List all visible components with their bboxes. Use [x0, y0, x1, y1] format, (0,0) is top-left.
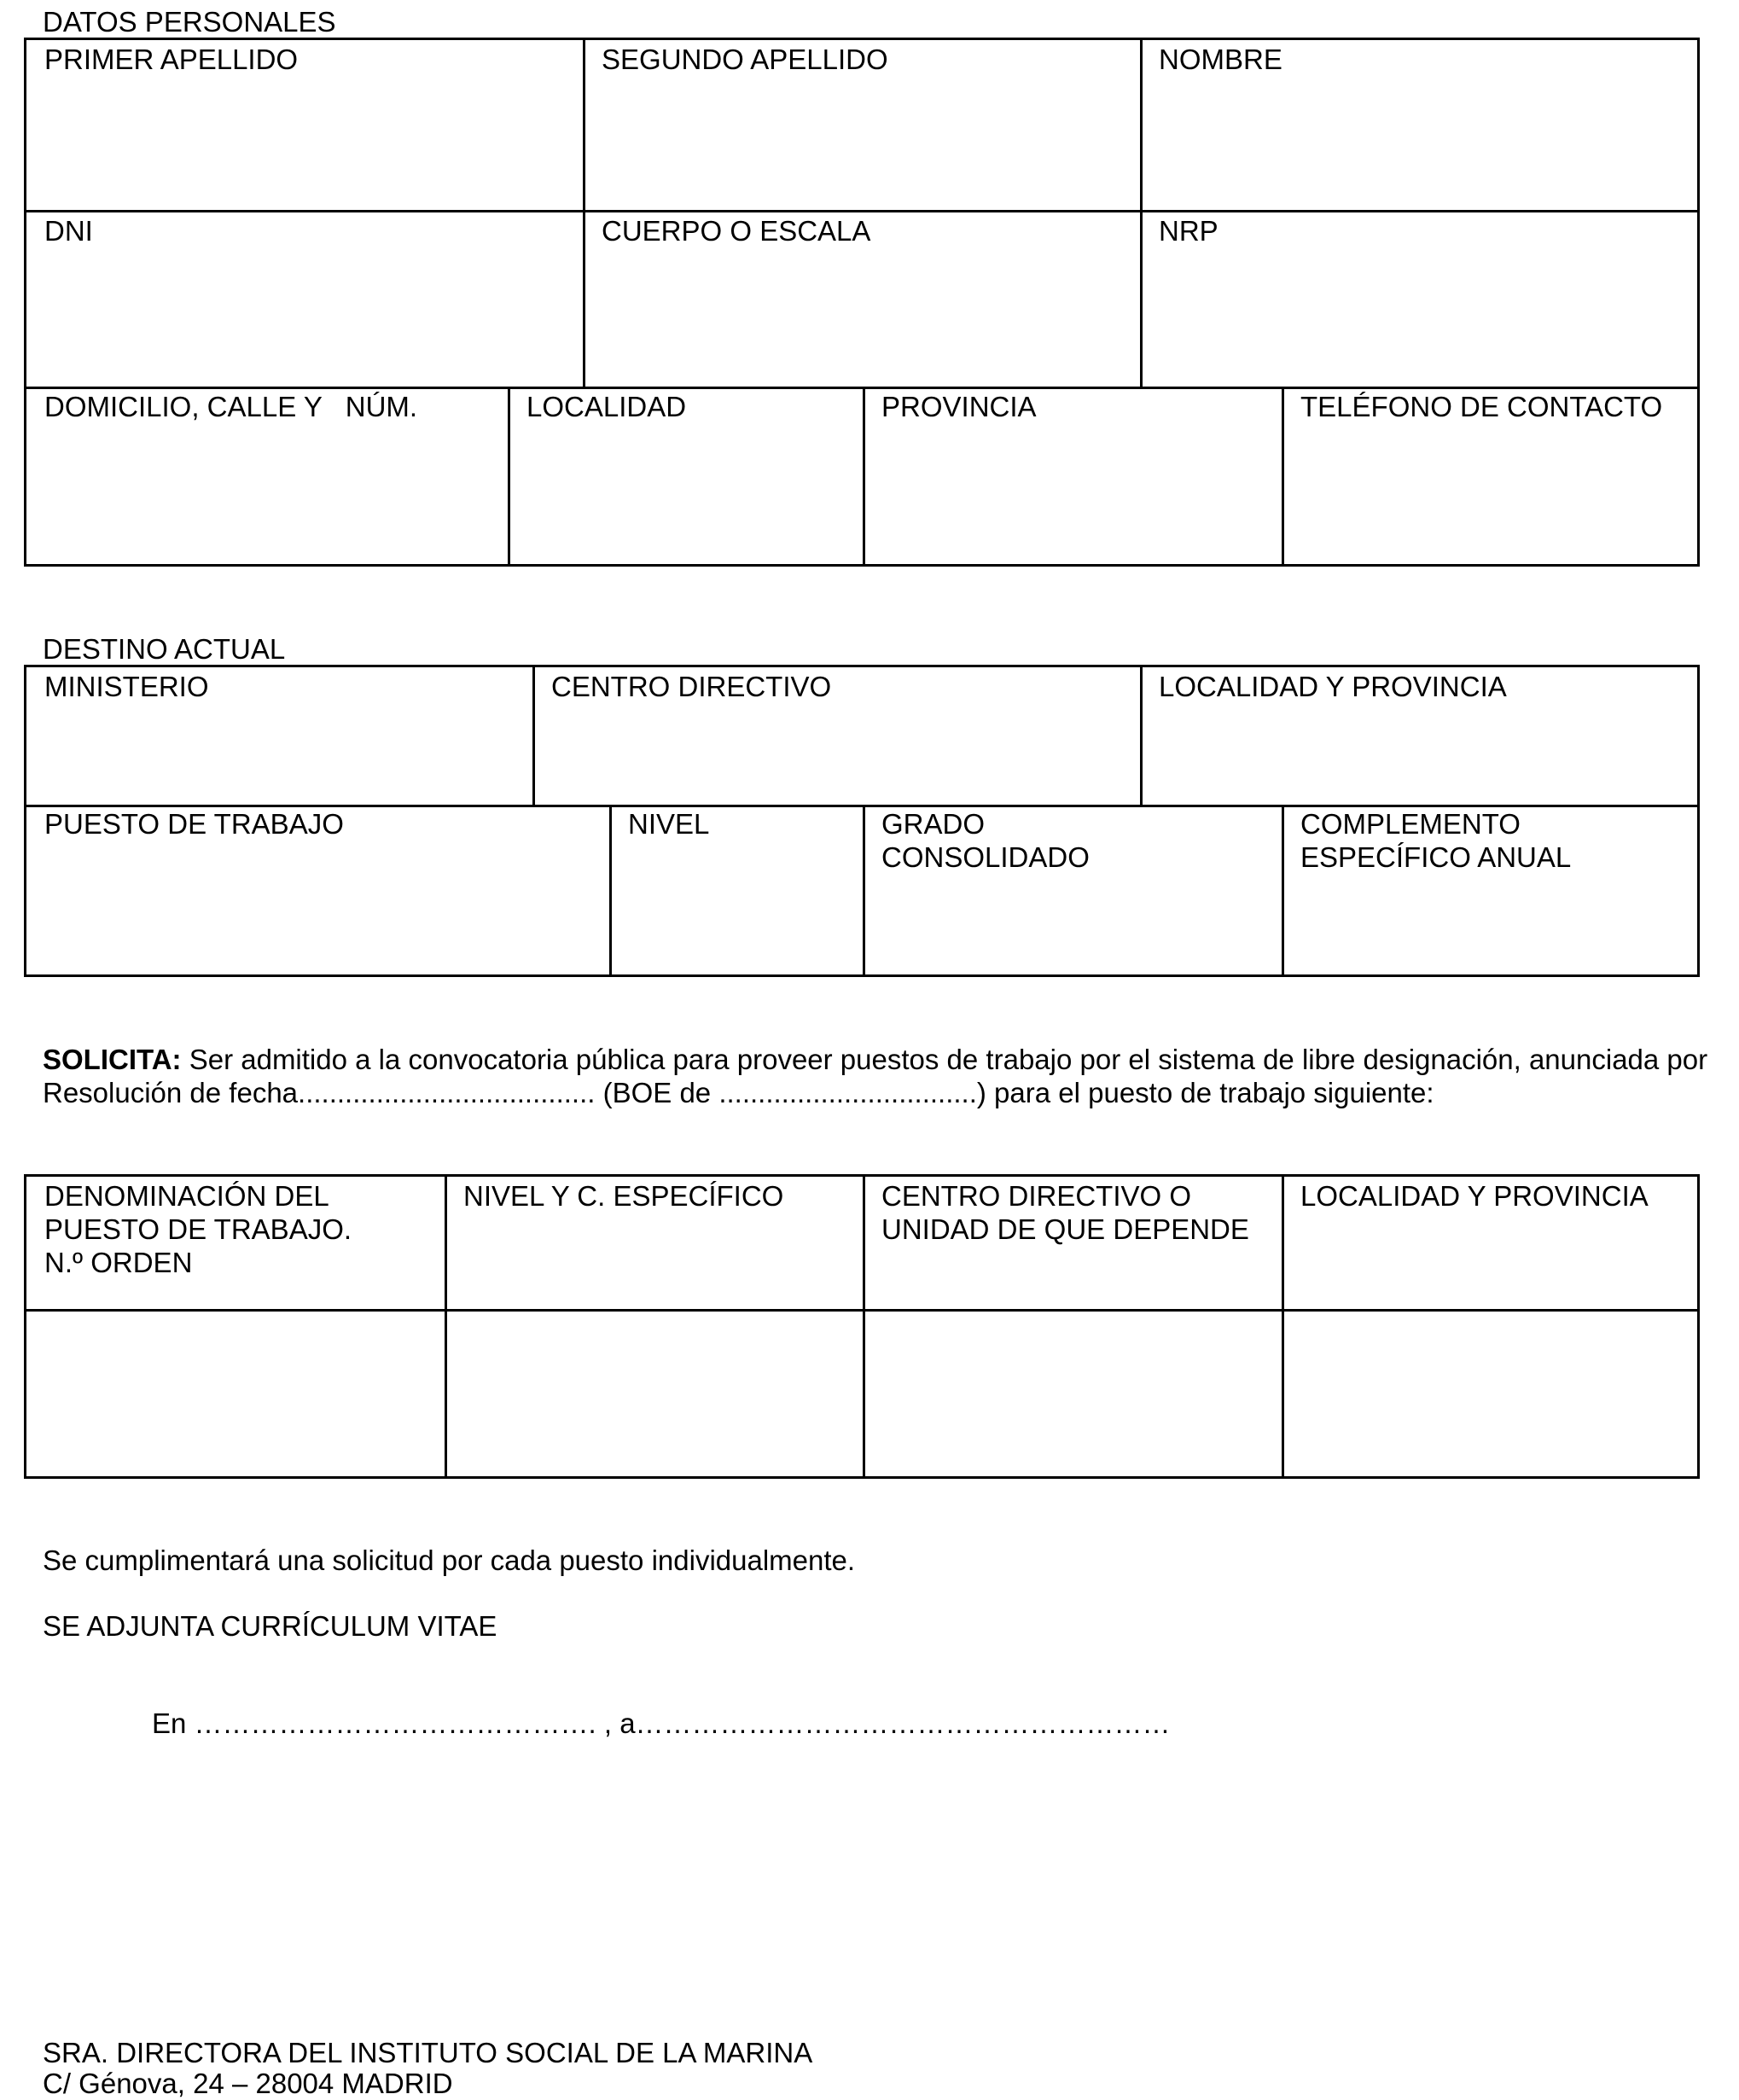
col-divider: [1140, 40, 1143, 387]
col-divider: [1140, 667, 1143, 805]
telefono-field[interactable]: TELÉFONO DE CONTACTO: [1300, 391, 1663, 422]
domicilio-field[interactable]: DOMICILIO, CALLE Y NÚM.: [44, 391, 418, 422]
puesto-trabajo-field[interactable]: PUESTO DE TRABAJO: [44, 808, 344, 840]
destino-table: [24, 665, 1700, 977]
solicita-paragraph: [43, 1043, 1707, 1076]
col-divider: [508, 387, 510, 564]
nrp-field[interactable]: NRP: [1159, 215, 1218, 247]
denominacion-input-cell[interactable]: [26, 1312, 445, 1476]
personal-heading: DATOS PERSONALES: [43, 6, 336, 38]
addressee-name: SRA. DIRECTORA DEL INSTITUTO SOCIAL DE LA MARINA: [43, 2037, 813, 2068]
grado-consolidado-field[interactable]: GRADO CONSOLIDADO: [881, 808, 1090, 873]
col-divider: [1282, 805, 1284, 974]
localidad-field[interactable]: LOCALIDAD: [526, 391, 687, 422]
row-divider: [26, 210, 1697, 212]
individual-note: Se cumplimentará una solicitud por cada puesto individualmente.: [43, 1544, 856, 1576]
centro-unidad-header: CENTRO DIRECTIVO O UNIDAD DE QUE DEPENDE: [881, 1180, 1249, 1245]
denominacion-header: DENOMINACIÓN DEL PUESTO DE TRABAJO. N.º ORDEN: [44, 1180, 352, 1278]
centro-unidad-input-cell[interactable]: [865, 1312, 1282, 1476]
col-divider: [863, 387, 865, 564]
nombre-field[interactable]: NOMBRE: [1159, 44, 1282, 75]
place-date-line[interactable]: En ……………………………………. , a…………………………………………………: [152, 1707, 1171, 1739]
destino-heading: DESTINO ACTUAL: [43, 633, 286, 665]
complemento-especifico-field[interactable]: COMPLEMENTO ESPECÍFICO ANUAL: [1300, 808, 1572, 873]
col-divider: [1282, 387, 1284, 564]
col-divider: [609, 805, 612, 974]
cuerpo-escala-field[interactable]: CUERPO O ESCALA: [602, 215, 871, 247]
solicita-text-line1: Ser admitido a la convocatoria pública para proveer puestos de trabajo por el sistema de libre designación, anunciada por: [181, 1044, 1708, 1075]
centro-directivo-field[interactable]: CENTRO DIRECTIVO: [551, 671, 832, 702]
segundo-apellido-field[interactable]: SEGUNDO APELLIDO: [602, 44, 888, 75]
col-divider: [583, 40, 585, 387]
col-divider: [532, 667, 535, 805]
solicita-text-line2: Resolución de fecha...................................... (BOE de .................................) para el puesto de trabajo siguiente:: [43, 1077, 1434, 1108]
provincia-field[interactable]: PROVINCIA: [881, 391, 1037, 422]
personal-data-table: [24, 38, 1700, 567]
primer-apellido-field[interactable]: PRIMER APELLIDO: [44, 44, 299, 75]
nivel-field[interactable]: NIVEL: [628, 808, 710, 840]
puesto-solicitado-table: [24, 1174, 1700, 1479]
curriculum-note: SE ADJUNTA CURRÍCULUM VITAE: [43, 1610, 497, 1642]
localidad-provincia-field[interactable]: LOCALIDAD Y PROVINCIA: [1159, 671, 1507, 702]
localidad-provincia-input-cell[interactable]: [1284, 1312, 1697, 1476]
localidad-provincia-header: LOCALIDAD Y PROVINCIA: [1300, 1180, 1649, 1212]
dni-field[interactable]: DNI: [44, 215, 93, 247]
nivel-especifico-input-cell[interactable]: [447, 1312, 863, 1476]
nivel-especifico-header: NIVEL Y C. ESPECÍFICO: [463, 1180, 784, 1212]
ministerio-field[interactable]: MINISTERIO: [44, 671, 209, 702]
addressee-address: C/ Génova, 24 – 28004 MADRID: [43, 2068, 453, 2099]
col-divider: [863, 805, 865, 974]
row-divider: [26, 387, 1697, 389]
solicita-label: SOLICITA:: [43, 1044, 182, 1075]
